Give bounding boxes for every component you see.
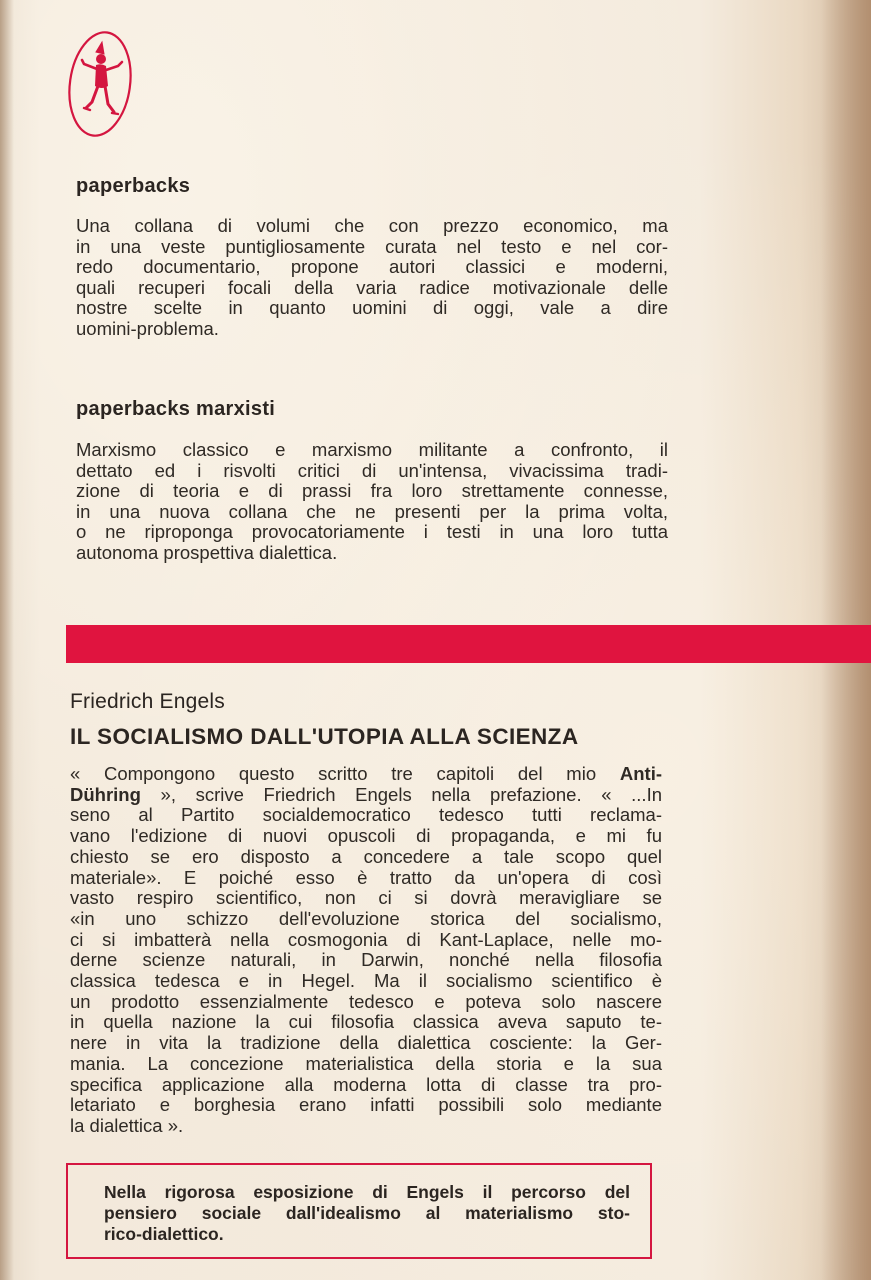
text-line: in una veste puntigliosamente curata nel testo e nel cor- [76, 235, 668, 257]
series-description-marxisti [76, 440, 668, 564]
text-line: autonoma prospettiva dialettica. [76, 541, 338, 563]
text-line: specifica applicazione alla moderna lotta di classe tra pro- [70, 1073, 662, 1095]
text-line: chiesto se ero disposto a concedere a tale scopo quel [70, 845, 662, 867]
text-line: zione di teoria e di prassi fra loro strettamente connesse, [76, 480, 668, 502]
text-line: nere in vita la tradizione della dialettica cosciente: la Ger- [70, 1032, 662, 1054]
series-heading-paperbacks-marxisti: paperbacks marxisti [76, 398, 276, 420]
text-line: pensiero sociale dall'idealismo al materialismo sto- [104, 1203, 630, 1223]
text-line: un prodotto essenzialmente tedesco e poteva solo nascere [70, 990, 662, 1012]
text-line: rico-dialettico. [104, 1224, 224, 1244]
text-line: vano l'edizione di nuovi opuscoli di propaganda, e mi fu [70, 825, 662, 847]
text-line: derne scienze naturali, in Darwin, nonché nella filosofia [70, 949, 662, 971]
text-line: letariato e borghesia erano infatti possibili solo mediante [70, 1094, 662, 1116]
text-line [70, 785, 662, 806]
book-blurb [70, 764, 662, 1137]
text-line: ci si imbatterà nella cosmogonia di Kant-Laplace, nelle mo- [70, 928, 662, 950]
text-line: nostre scelte in quanto uomini di oggi, vale a dire [76, 297, 668, 319]
work-title-emphasis: Dühring [70, 783, 141, 805]
text-line: redo documentario, propone autori classici e moderni, [76, 256, 668, 278]
text-line: la dialettica ». [70, 1114, 184, 1136]
text-line: Marxismo classico e marxismo militante a confronto, il [76, 439, 668, 460]
text-run: », scrive Friedrich Engels nella prefazione. « ...In [140, 783, 662, 805]
text-line [70, 764, 662, 785]
text-run: « Compongono questo scritto tre capitoli del mio [70, 763, 620, 784]
text-line: quali recuperi focali della varia radice motivazionale delle [76, 276, 668, 298]
dancing-figure-logo-icon [66, 28, 138, 140]
text-line: seno al Partito socialdemocratico tedesco tutti reclama- [70, 804, 662, 826]
work-title-emphasis: Anti- [619, 763, 662, 784]
text-line: dettato ed i risvolti critici di un'intensa, vivacissima tradi- [76, 459, 668, 481]
red-divider-band [66, 625, 871, 663]
text-line: uomini-problema. [76, 317, 219, 339]
text-line: materiale». E poiché esso è tratto da un'opera di così [70, 866, 662, 888]
series-heading-paperbacks: paperbacks [76, 175, 191, 197]
page-edge-shadow-left [0, 0, 14, 1280]
text-line: in una nuova collana che ne presenti per la prima volta, [76, 500, 668, 522]
summary-text [104, 1182, 630, 1245]
summary-box [66, 1163, 652, 1259]
text-line: o ne riproponga provocatoriamente i testi in una loro tutta [76, 521, 668, 543]
text-line: classica tedesca e in Hegel. Ma il socialismo scientifico è [70, 970, 662, 992]
text-line: Una collana di volumi che con prezzo economico, ma [76, 215, 668, 236]
series-description-paperbacks [76, 216, 668, 340]
book-author: Friedrich Engels [70, 690, 225, 713]
text-line: vasto respiro scientifico, non ci si dovrà meravigliare se [70, 887, 662, 909]
text-line: mania. La concezione materialistica della storia e la sua [70, 1052, 662, 1074]
text-line: «in uno schizzo dell'evoluzione storica del socialismo, [70, 907, 662, 929]
text-line: in quella nazione la cui filosofia classica aveva saputo te- [70, 1011, 662, 1033]
book-title: IL SOCIALISMO DALL'UTOPIA ALLA SCIENZA [70, 724, 579, 749]
text-line: Nella rigorosa esposizione di Engels il percorso del [104, 1182, 630, 1202]
